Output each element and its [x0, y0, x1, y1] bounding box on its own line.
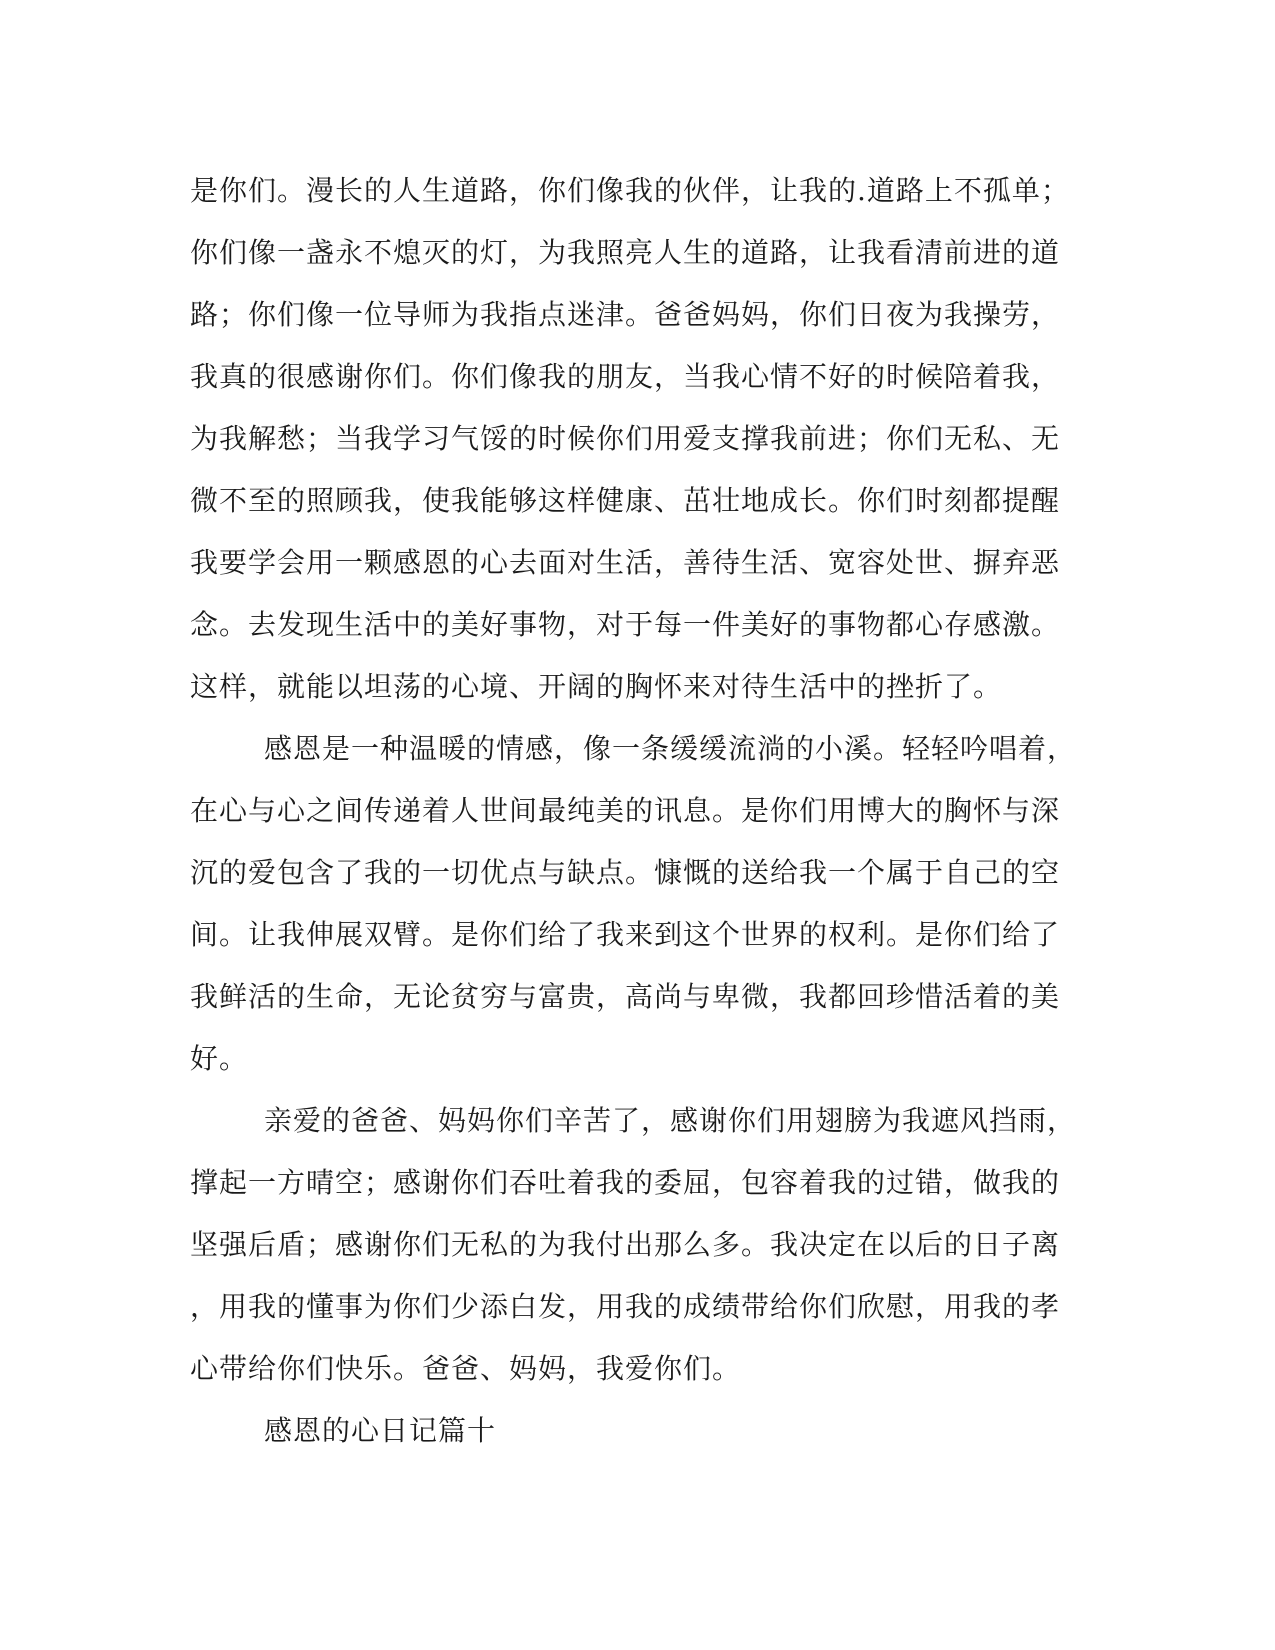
- text-line: 路；你们像一位导师为我指点迷津。爸爸妈妈，你们日夜为我操劳，: [190, 298, 1061, 331]
- text-line: 坚强后盾；感谢你们无私的为我付出那么多。我决定在以后的日子离: [190, 1228, 1061, 1261]
- text-line: 撑起一方晴空；感谢你们吞吐着我的委屈，包容着我的过错，做我的: [190, 1166, 1061, 1199]
- text-line: 我鲜活的生命，无论贫穷与富贵，高尚与卑微，我都回珍惜活着的美: [190, 980, 1061, 1013]
- text-line: 好。: [190, 1042, 249, 1075]
- text-line: 你们像一盏永不熄灭的灯，为我照亮人生的道路，让我看清前进的道: [190, 236, 1061, 269]
- text-line: 这样，就能以坦荡的心境、开阔的胸怀来对待生活中的挫折了。: [190, 670, 1003, 703]
- paragraph-first-line: 感恩的心日记篇十: [264, 1414, 497, 1447]
- text-line: 沉的爱包含了我的一切优点与缺点。慷慨的送给我一个属于自己的空: [190, 856, 1061, 889]
- text-line: 是你们。漫长的人生道路，你们像我的伙伴，让我的.道路上不孤单；: [190, 174, 1070, 207]
- text-line: 心带给你们快乐。爸爸、妈妈，我爱你们。: [190, 1352, 742, 1385]
- paragraph-first-line: 感恩是一种温暖的情感，像一条缓缓流淌的小溪。轻轻吟唱着，: [264, 732, 1077, 765]
- text-line: 为我解愁；当我学习气馁的时候你们用爱支撑我前进；你们无私、无: [190, 422, 1061, 455]
- text-line: ，用我的懂事为你们少添白发，用我的成绩带给你们欣慰，用我的孝: [190, 1290, 1061, 1323]
- text-line: 在心与心之间传递着人世间最纯美的讯息。是你们用博大的胸怀与深: [190, 794, 1061, 827]
- text-line: 间。让我伸展双臂。是你们给了我来到这个世界的权利。是你们给了: [190, 918, 1061, 951]
- text-line: 念。去发现生活中的美好事物，对于每一件美好的事物都心存感激。: [190, 608, 1061, 641]
- text-line: 我真的很感谢你们。你们像我的朋友，当我心情不好的时候陪着我，: [190, 360, 1061, 393]
- text-line: 我要学会用一颗感恩的心去面对生活，善待生活、宽容处世、摒弃恶: [190, 546, 1061, 579]
- text-line: 微不至的照顾我，使我能够这样健康、茁壮地成长。你们时刻都提醒: [190, 484, 1061, 517]
- paragraph-first-line: 亲爱的爸爸、妈妈你们辛苦了，感谢你们用翅膀为我遮风挡雨，: [264, 1104, 1077, 1137]
- document-body: [190, 160, 1077, 1462]
